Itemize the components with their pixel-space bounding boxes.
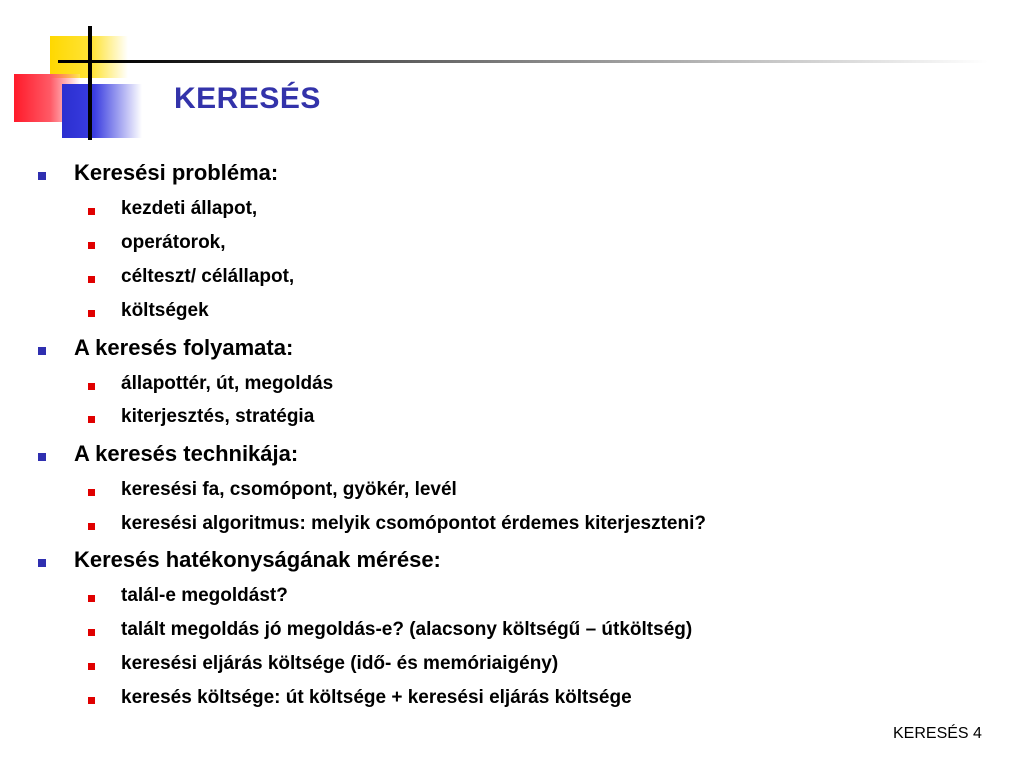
level2-bullet-icon [88,310,95,317]
list-item: keresés költsége: út költsége + keresési eljárás költsége [121,687,632,708]
level2-bullet-icon [88,276,95,283]
section-heading: Keresés hatékonyságának mérése: [74,547,441,572]
level1-bullet-icon [38,559,46,567]
slide-footer: KERESÉS 4 [893,725,982,742]
level2-bullet-icon [88,697,95,704]
list-item: keresési algoritmus: melyik csomópontot érdemes kiterjeszteni? [121,513,706,534]
level2-bullet-icon [88,383,95,390]
list-item: keresési fa, csomópont, gyökér, levél [121,479,457,500]
level2-bullet-icon [88,663,95,670]
list-item: kiterjesztés, stratégia [121,406,315,427]
list-item: keresési eljárás költsége (idő- és memóriaigény) [121,653,559,674]
section-heading: A keresés folyamata: [74,335,294,360]
list-item: költségek [121,300,209,321]
level2-bullet-icon [88,489,95,496]
section-heading: Keresési probléma: [74,160,279,185]
list-item: operátorok, [121,232,226,253]
level1-bullet-icon [38,172,46,180]
list-item: kezdeti állapot, [121,198,258,219]
level2-bullet-icon [88,242,95,249]
level2-bullet-icon [88,629,95,636]
level2-bullet-icon [88,416,95,423]
level1-bullet-icon [38,453,46,461]
level2-bullet-icon [88,208,95,215]
level2-bullet-icon [88,595,95,602]
list-item: állapottér, út, megoldás [121,373,334,394]
list-item: talál-e megoldást? [121,585,288,606]
list-item: talált megoldás jó megoldás-e? (alacsony költségű – útköltség) [121,619,693,640]
slide-title: KERESÉS [174,82,321,115]
list-item: célteszt/ célállapot, [121,266,295,287]
level2-bullet-icon [88,523,95,530]
section-heading: A keresés technikája: [74,441,299,466]
level1-bullet-icon [38,347,46,355]
